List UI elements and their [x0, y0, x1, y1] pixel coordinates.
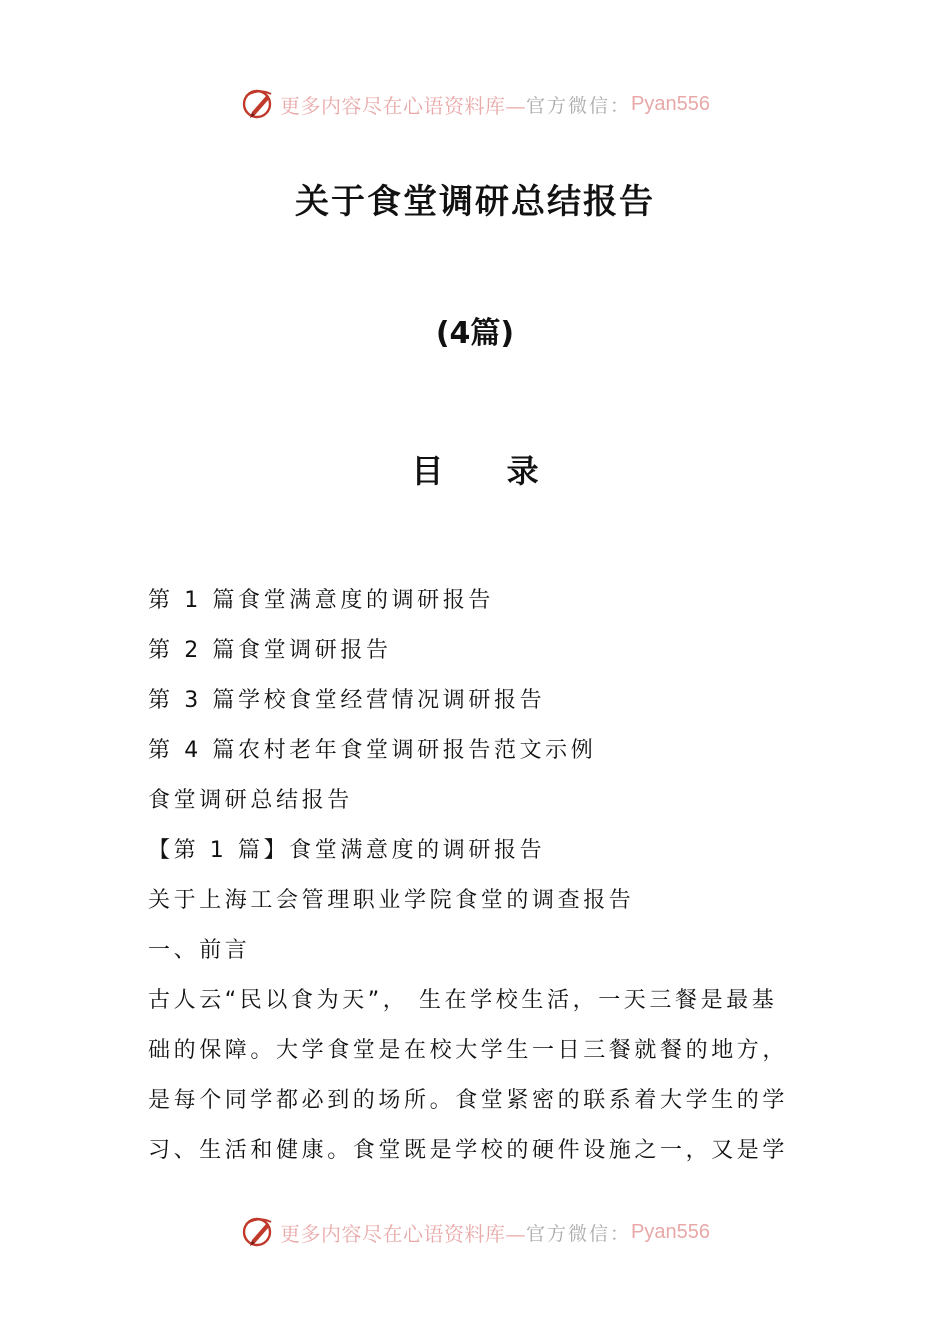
document-subtitle: (4篇) [435, 316, 515, 351]
article-subtitle: 关于上海工会管理职业学院食堂的调查报告 [148, 888, 635, 913]
section-title: 食堂调研总结报告 [148, 788, 353, 813]
watermark-text: 更多内容尽在心语资料库— [280, 93, 526, 118]
document-body [148, 576, 808, 1176]
watermark-text: 更多内容尽在心语资料库— [280, 1221, 526, 1246]
document-title: 关于食堂调研总结报告 [295, 182, 655, 222]
toc-entry-3: 第 3 篇学校食堂经营情况调研报告 [148, 688, 546, 713]
section-one-heading: 一、前言 [148, 938, 251, 963]
toc-entry-4: 第 4 篇农村老年食堂调研报告范文示例 [148, 738, 597, 763]
toc-entry-2: 第 2 篇食堂调研报告 [148, 638, 392, 663]
watermark-wechat-label: 官方微信： [526, 94, 632, 117]
paragraph-line-3: 是每个同学都必到的场所。食堂紧密的联系着大学生的学 [148, 1088, 789, 1113]
article-heading: 【第 1 篇】食堂满意度的调研报告 [148, 838, 546, 863]
paragraph-line-4: 习、生活和健康。食堂既是学校的硬件设施之一，又是学 [148, 1138, 789, 1163]
pen-logo-icon [240, 1214, 276, 1250]
watermark-wechat-id: Pyan556 [631, 1220, 710, 1243]
pen-logo-icon [240, 86, 276, 122]
toc-entry-1: 第 1 篇食堂满意度的调研报告 [148, 588, 494, 613]
toc-heading: 目 录 [411, 452, 565, 490]
watermark-wechat-label: 官方微信： [526, 1222, 632, 1245]
watermark-wechat-id: Pyan556 [631, 92, 710, 115]
paragraph-line-1: 古人云“民以食为天”， 生在学校生活，一天三餐是最基 [148, 988, 778, 1013]
paragraph-line-2: 础的保障。大学食堂是在校大学生一日三餐就餐的地方， [148, 1038, 789, 1063]
footer-watermark-banner [0, 1212, 950, 1252]
header-watermark-banner [0, 84, 950, 124]
